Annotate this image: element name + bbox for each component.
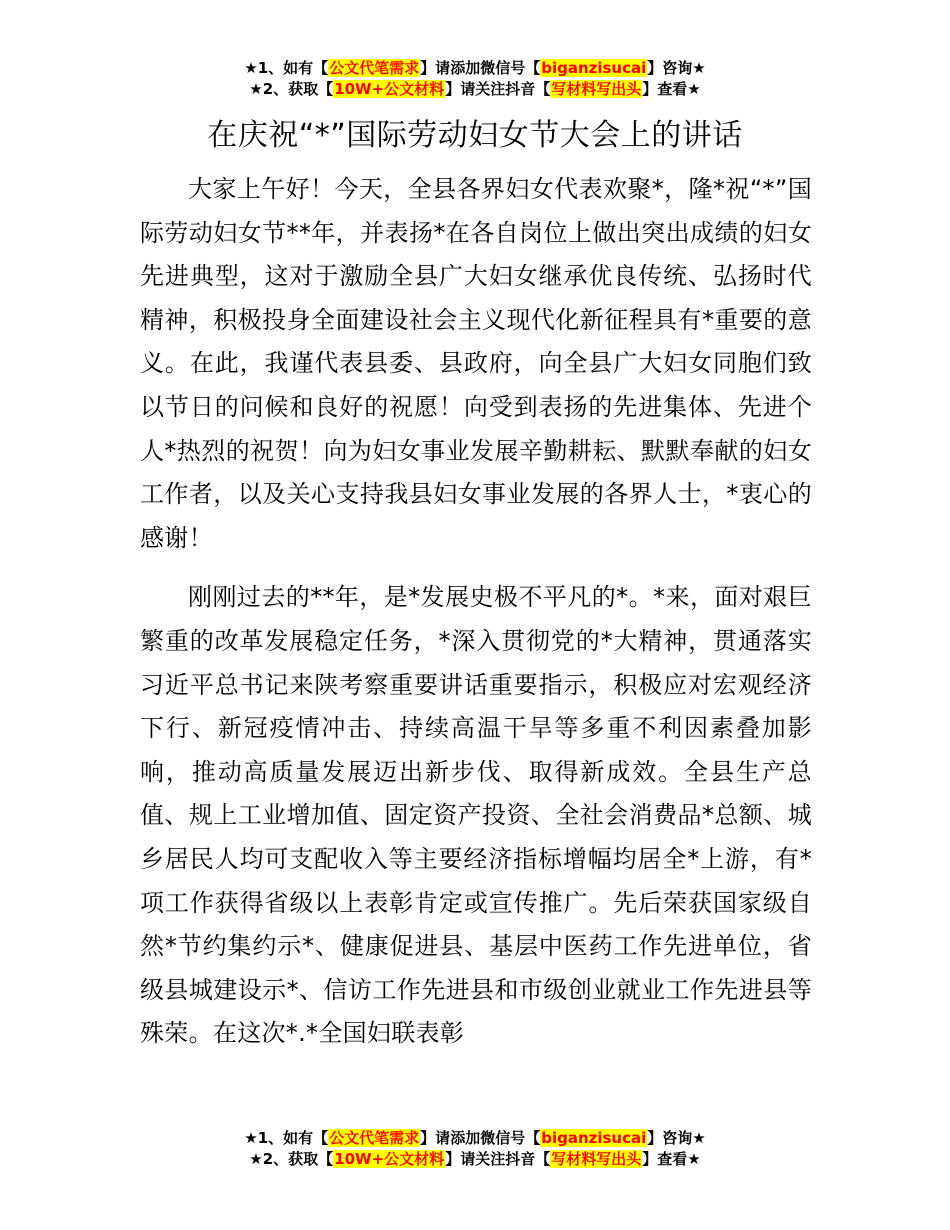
promo-text: 】请 [420,1129,451,1147]
body-paragraph: 大家上午好！今天，全县各界妇女代表欢聚*，隆*祝“*”国际劳动妇女节**年，并表扬*在各自岗位上做出突出成绩的妇女先进典型，这对于激励全县广大妇女继承优良传统、弘扬时代精神，积极投身全面建设社会主义现代化新征程具有*重要的意义。在此，我谨代表县委、县政府，向全县广大妇女同胞们致以节日的问候和良好的祝愿！向受到表扬的先进集体、先进个人*热烈的祝贺！向为妇女事业发展辛勤耕耘、默默奉献的妇女工作者，以及关心支持我县妇女事业发展的各界人士，*衷心的感谢！ [140,175,812,552]
promo-line-2 [0,79,950,100]
promo-text: 抖音【 [505,1150,551,1168]
promo-text-emphasis: 关注 [475,80,506,98]
promo-text: 微信号【 [480,59,541,77]
promo-highlight: 10W+公文材料 [334,80,445,98]
promo-highlight: 公文代笔需求 [329,1129,420,1147]
promo-line-1 [0,1128,950,1149]
promo-line-1 [0,58,950,79]
promo-highlight-account: 写材料写出头 [551,1150,642,1168]
footer-promo-banner [0,1128,950,1170]
promo-text: 】请 [445,1150,476,1168]
document-body [140,168,812,1056]
promo-line-2 [0,1149,950,1170]
promo-highlight: 公文代笔需求 [329,59,420,77]
promo-text: 】查看★ [642,80,701,98]
promo-text: ★1、如有【 [244,59,329,77]
promo-highlight-wechat-id: biganzisucai [541,1129,647,1147]
promo-text-emphasis: 关注 [475,1150,506,1168]
promo-highlight-wechat-id: biganzisucai [541,59,647,77]
promo-text: 抖音【 [505,80,551,98]
promo-text: 】查看★ [642,1150,701,1168]
promo-highlight: 10W+公文材料 [334,1150,445,1168]
promo-highlight-account: 写材料写出头 [551,80,642,98]
document-title: 在庆祝“*”国际劳动妇女节大会上的讲话 [207,118,743,153]
promo-text: 微信号【 [480,1129,541,1147]
promo-text-emphasis: 添加 [450,59,481,77]
promo-text-emphasis: 添加 [450,1129,481,1147]
promo-text: 】咨询★ [647,1129,706,1147]
promo-text: ★2、获取【 [249,80,334,98]
promo-text: 】请 [445,80,476,98]
header-promo-banner [0,58,950,100]
promo-text: ★1、如有【 [244,1129,329,1147]
promo-text: 】请 [420,59,451,77]
promo-text: 】咨询★ [647,59,706,77]
promo-text: ★2、获取【 [249,1150,334,1168]
body-paragraph: 刚刚过去的**年，是*发展史极不平凡的*。*来，面对艰巨繁重的改革发展稳定任务，*深入贯彻党的*大精神，贯通落实习近平总书记来陕考察重要讲话重要指示，积极应对宏观经济下行、新冠疫情冲击、持续高温干旱等多重不利因素叠加影响，推动高质量发展迈出新步伐、取得新成效。全县生产总值、规上工业增加值、固定资产投资、全社会消费品*总额、城乡居民人均可支配收入等主要经济指标增幅均居全*上游，有*项工作获得省级以上表彰肯定或宣传推广。先后荣获国家级自然*节约集约示*、健康促进县、基层中医药工作先进单位，省级县城建设示*、信访工作先进县和市级创业就业工作先进县等殊荣。在这次*.*全国妇联表彰 [140,583,812,1048]
